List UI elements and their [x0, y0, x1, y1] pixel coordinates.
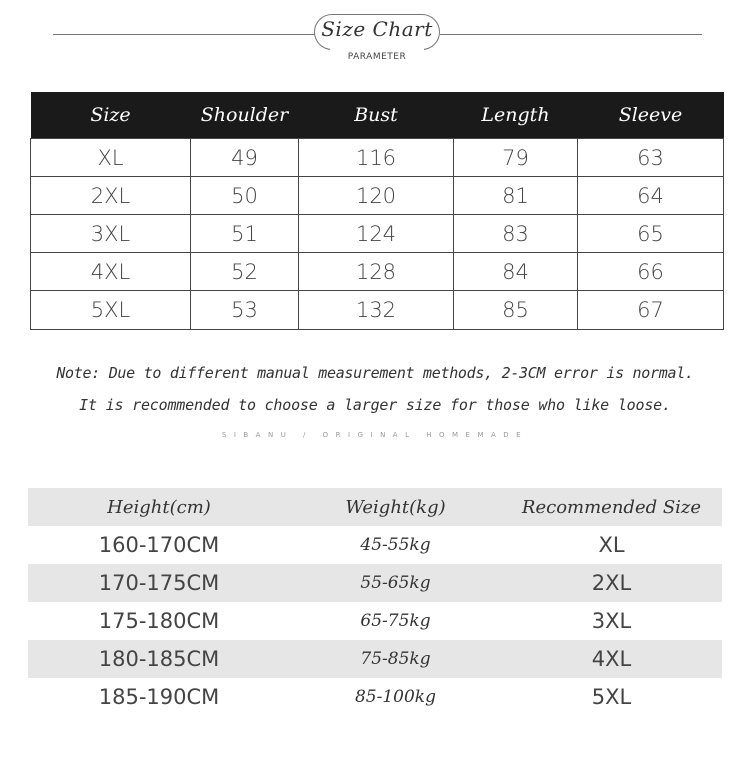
cell-sleeve: 66	[578, 253, 724, 291]
column-header-shoulder: Shoulder	[191, 92, 299, 139]
column-header-weight: Weight(kg)	[345, 496, 446, 518]
cell-shoulder: 53	[191, 291, 299, 330]
cell-length: 85	[454, 291, 578, 330]
cell-weight: 45-55kg	[360, 535, 431, 555]
cell-shoulder: 50	[191, 177, 299, 215]
cell-shoulder: 49	[191, 139, 299, 177]
cell-bust: 116	[299, 139, 454, 177]
cell-size: 5XL	[31, 291, 191, 330]
cell-length: 84	[454, 253, 578, 291]
cell-shoulder: 52	[191, 253, 299, 291]
cell-recommended-size: XL	[598, 533, 625, 557]
cell-bust: 120	[299, 177, 454, 215]
cell-length: 79	[454, 139, 578, 177]
cell-shoulder: 51	[191, 215, 299, 253]
cell-weight: 75-85kg	[360, 649, 431, 669]
cell-length: 83	[454, 215, 578, 253]
cell-weight: 85-100kg	[354, 687, 436, 707]
table-row	[31, 253, 724, 291]
table-row	[28, 564, 722, 602]
column-header-length: Length	[454, 92, 578, 139]
brand-tagline: SIBANU / ORIGINAL HOMEMADE	[221, 431, 529, 439]
cell-height: 160-170CM	[98, 533, 220, 557]
size-advice-note: It is recommended to choose a larger size for those who like loose.	[79, 396, 671, 414]
table-row	[31, 139, 724, 177]
recommendation-table-header	[28, 488, 722, 526]
column-header-height: Height(cm)	[107, 496, 211, 518]
cell-length: 81	[454, 177, 578, 215]
table-row	[28, 640, 722, 678]
cell-sleeve: 63	[578, 139, 724, 177]
cell-bust: 132	[299, 291, 454, 330]
header-divider-right	[440, 34, 702, 35]
cell-sleeve: 65	[578, 215, 724, 253]
cell-size: 2XL	[31, 177, 191, 215]
table-row	[31, 291, 724, 330]
cell-sleeve: 64	[578, 177, 724, 215]
table-row	[28, 526, 722, 564]
column-header-bust: Bust	[299, 92, 454, 139]
page-title: Size Chart	[321, 17, 433, 41]
cell-bust: 128	[299, 253, 454, 291]
measurement-note: Note: Due to different manual measurement methods, 2-3CM error is normal.	[56, 364, 694, 382]
cell-size: XL	[31, 139, 191, 177]
header-divider-left	[53, 34, 315, 35]
cell-recommended-size: 3XL	[591, 609, 632, 633]
cell-height: 185-190CM	[98, 685, 220, 709]
cell-bust: 124	[299, 215, 454, 253]
column-header-sleeve: Sleeve	[578, 92, 724, 139]
column-header-size: Size	[31, 92, 191, 139]
cell-size: 4XL	[31, 253, 191, 291]
cell-weight: 55-65kg	[360, 573, 431, 593]
cell-height: 170-175CM	[98, 571, 220, 595]
cell-recommended-size: 2XL	[591, 571, 632, 595]
table-row	[31, 177, 724, 215]
table-row	[28, 678, 722, 716]
cell-size: 3XL	[31, 215, 191, 253]
table-row	[28, 602, 722, 640]
table-row	[31, 215, 724, 253]
column-header-recommended-size: Recommended Size	[521, 496, 702, 518]
page-subtitle: PARAMETER	[347, 52, 407, 62]
cell-recommended-size: 5XL	[591, 685, 632, 709]
recommendation-table	[28, 488, 722, 716]
cell-recommended-size: 4XL	[591, 647, 632, 671]
cell-weight: 65-75kg	[360, 611, 431, 631]
cell-height: 175-180CM	[98, 609, 220, 633]
cell-sleeve: 67	[578, 291, 724, 330]
cell-height: 180-185CM	[98, 647, 220, 671]
size-table-header	[31, 92, 724, 139]
size-table	[30, 92, 724, 330]
